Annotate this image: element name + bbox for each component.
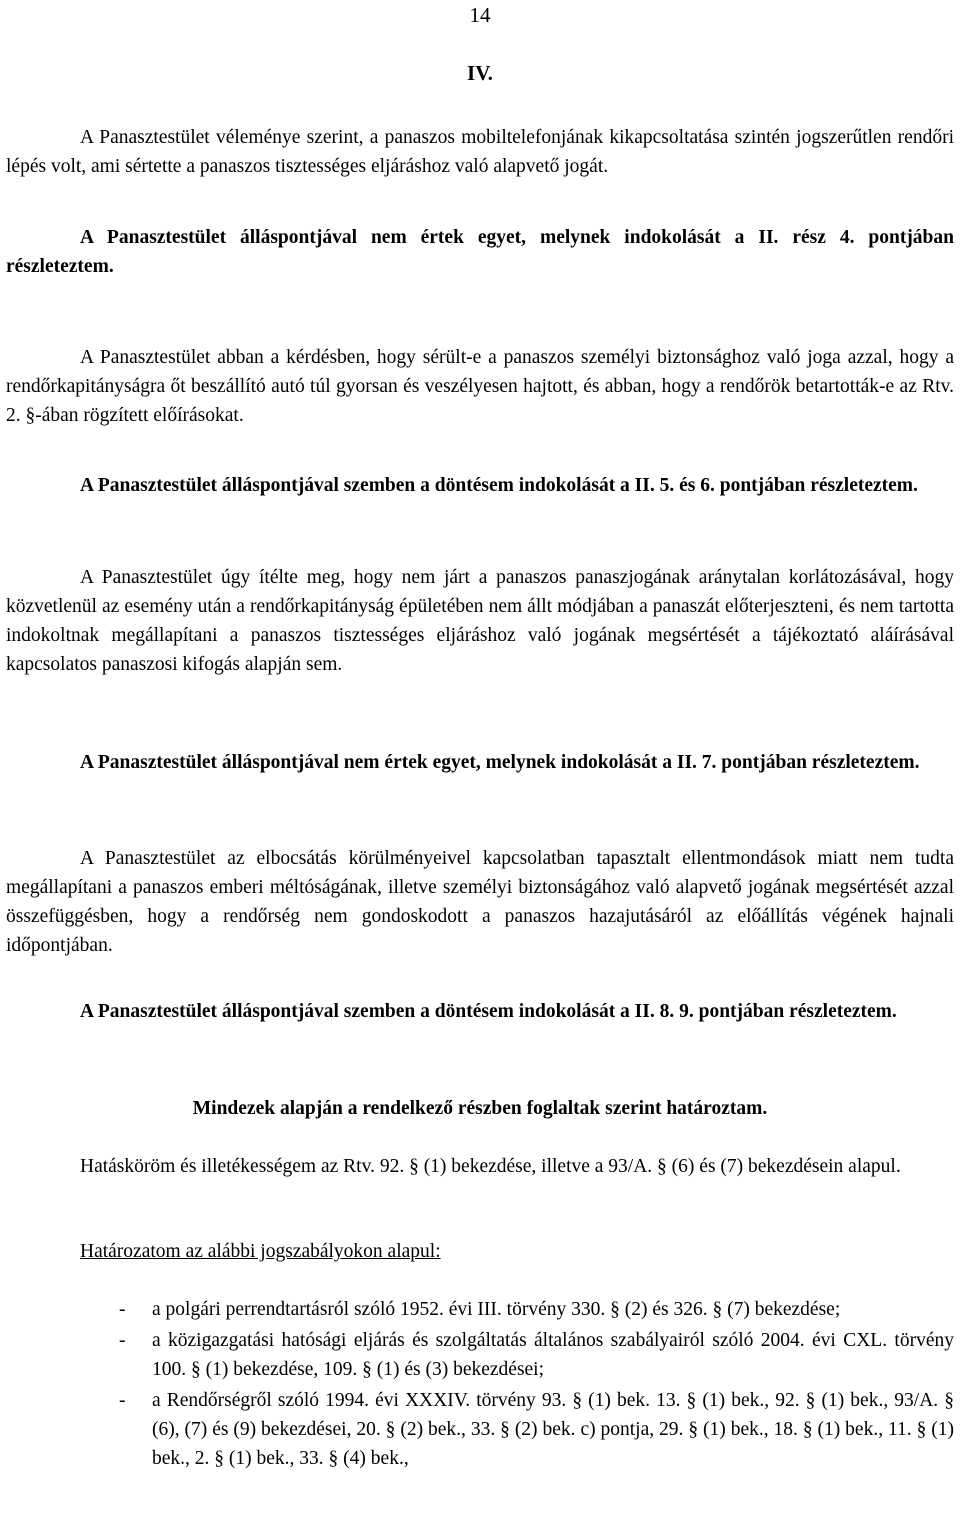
section-heading: IV. [467, 61, 493, 85]
list-item [0, 1295, 954, 1324]
paragraph-release-circumstances: A Panasztestület az elbocsátás körülményeivel kapcsolatban tapasztalt ellentmondások miatt nem tudta megállapítani a panaszos emberi méltóságának, illetve személyi biztonságához való alapvető jogának megsértését azzal összefüggésben, hogy a rendőrség nem gondoskodott a panaszos hazajutásáról az előállítás végének hajnali időpontjában. [6, 848, 954, 956]
paragraph-disagree-7: A Panasztestület álláspontjával nem értek egyet, melynek indokolását a II. 7. pontjában részleteztem. [80, 752, 920, 773]
paragraph-complaint-right: A Panasztestület úgy ítélte meg, hogy nem járt a panaszos panaszjogának aránytalan korlátozásával, hogy közvetlenül az esemény után a rendőrkapitányság épületében nem állt módjában a panaszát előterjeszteni, és nem tartotta indokoltnak megállapítani a panaszos tisztességes eljáráshoz való jogának megsértését a tájékoztató aláírásával kapcsolatos panaszosi kifogás alapján sem. [6, 567, 954, 675]
list-dash: - [119, 1390, 126, 1411]
list-dash: - [119, 1299, 126, 1320]
legal-basis-list [0, 1295, 954, 1475]
list-item [0, 1326, 954, 1384]
page-number: 14 [469, 3, 491, 27]
paragraph-safety-question: A Panasztestület abban a kérdésben, hogy sérült-e a panaszos személyi biztonsághoz való joga azzal, hogy a rendőrkapitányságra őt beszállító autó túl gyorsan és veszélyesen hajtott, és abban, hogy a rendőrök betartották-e az Rtv. 2. §-ában rögzített előírásokat. [6, 347, 954, 426]
paragraph-conclusion: Mindezek alapján a rendelkező részben foglaltak szerint határoztam. [192, 1098, 768, 1119]
list-item-text: a Rendőrségről szóló 1994. évi XXXIV. törvény 93. § (1) bek. 13. § (1) bek., 92. § (1) bek., 93/A. § (6), (7) és (9) bekezdései, 20. § (2) bek., 33. § (2) bek. c) pontja, 29. § (1) bek., 18. § (1) bek., 11. § (1) bek., 2. § (1) bek., 33. § (4) bek., [152, 1390, 954, 1469]
paragraph-opinion-mobile: A Panasztestület véleménye szerint, a panaszos mobiltelefonjának kikapcsoltatása szintén jogszerűtlen rendőri lépés volt, ami sértette a panaszos tisztességes eljáráshoz való alapvető jogát. [6, 127, 954, 177]
list-item [0, 1386, 954, 1473]
paragraph-legal-basis-heading [6, 1237, 954, 1266]
list-dash: - [119, 1330, 126, 1351]
paragraph-disagree-4: A Panasztestület álláspontjával nem értek egyet, melynek indokolását a II. rész 4. pontjában részleteztem. [6, 227, 954, 277]
legal-basis-heading: Határozatom az alábbi jogszabályokon alapul: [80, 1241, 441, 1262]
paragraph-decision-5-6: A Panasztestület álláspontjával szemben a döntésem indokolását a II. 5. és 6. pontjában részleteztem. [80, 475, 918, 496]
list-item-text: a közigazgatási hatósági eljárás és szolgáltatás általános szabályairól szóló 2004. évi CXL. törvény 100. § (1) bekezdése, 109. § (1) és (3) bekezdései; [152, 1330, 954, 1380]
paragraph-jurisdiction: Hatásköröm és illetékességem az Rtv. 92. § (1) bekezdése, illetve a 93/A. § (6) és (7) bekezdésein alapul. [80, 1156, 901, 1177]
paragraph-decision-8-9: A Panasztestület álláspontjával szemben a döntésem indokolását a II. 8. 9. pontjában részleteztem. [80, 1001, 897, 1022]
list-item-text: a polgári perrendtartásról szóló 1952. évi III. törvény 330. § (2) és 326. § (7) bekezdése; [152, 1299, 841, 1320]
